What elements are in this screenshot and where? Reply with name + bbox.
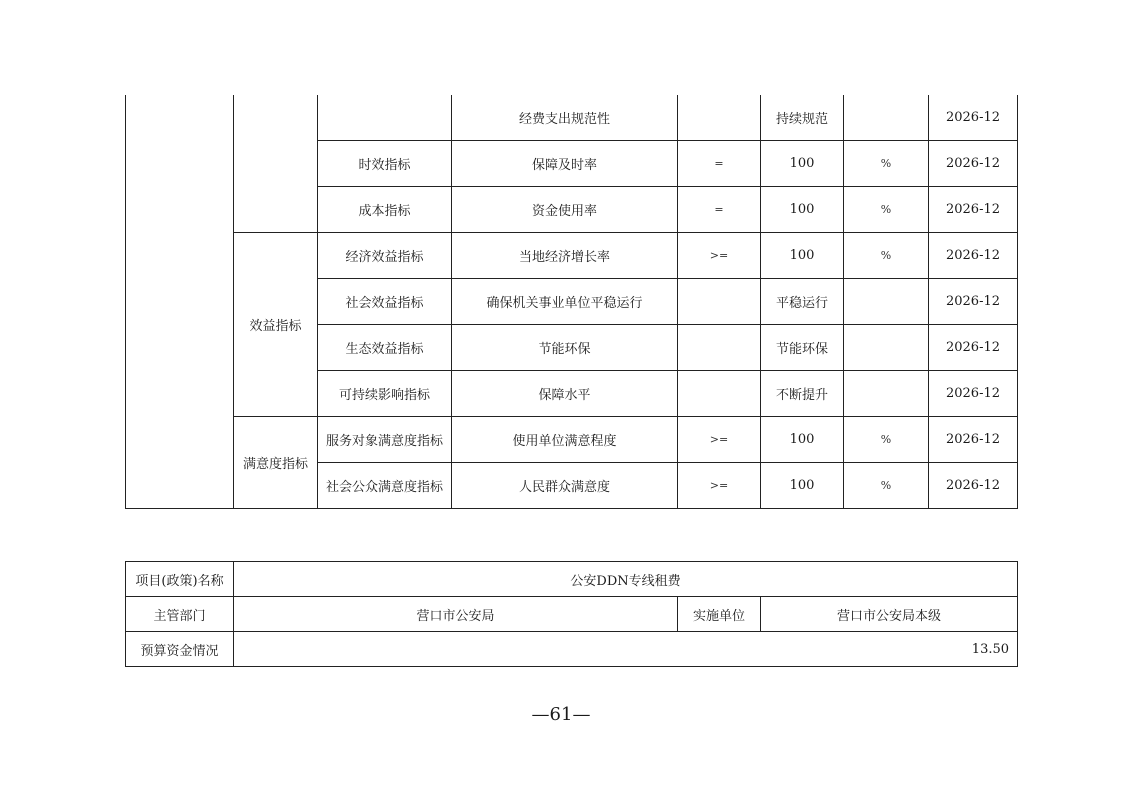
level3-indicator-cell: 节能环保 (452, 325, 678, 371)
unit-cell (844, 95, 929, 141)
target-value-cell: 节能环保 (761, 325, 844, 371)
supervising-dept-value: 营口市公安局 (234, 597, 678, 632)
project-name-label: 项目(政策)名称 (126, 562, 234, 597)
level2-indicator-cell: 社会公众满意度指标 (318, 463, 452, 509)
date-cell: 2026-12 (929, 95, 1018, 141)
level3-indicator-cell: 人民群众满意度 (452, 463, 678, 509)
date-cell: 2026-12 (929, 187, 1018, 233)
budget-value: 13.50 (234, 632, 1018, 667)
unit-cell (844, 279, 929, 325)
date-cell: 2026-12 (929, 233, 1018, 279)
table-row (126, 632, 1018, 667)
target-value-cell: 100 (761, 417, 844, 463)
project-name-value: 公安DDN专线租费 (234, 562, 1018, 597)
date-cell: 2026-12 (929, 279, 1018, 325)
date-cell: 2026-12 (929, 325, 1018, 371)
symbol-cell (678, 371, 761, 417)
table-row (126, 95, 1018, 141)
target-value-cell: 100 (761, 187, 844, 233)
unit-cell: % (844, 187, 929, 233)
level1-indicator-cell (126, 95, 234, 509)
satisfaction-indicator-cell: 满意度指标 (234, 417, 318, 509)
unit-cell: % (844, 417, 929, 463)
table-row (126, 562, 1018, 597)
level2-indicator-cell: 可持续影响指标 (318, 371, 452, 417)
unit-cell (844, 371, 929, 417)
level2-indicator-cell (318, 95, 452, 141)
level3-indicator-cell: 当地经济增长率 (452, 233, 678, 279)
symbol-cell (678, 279, 761, 325)
symbol-cell: >= (678, 417, 761, 463)
symbol-cell (678, 325, 761, 371)
unit-cell: % (844, 463, 929, 509)
date-cell: 2026-12 (929, 371, 1018, 417)
target-value-cell: 持续规范 (761, 95, 844, 141)
implementing-unit-value: 营口市公安局本级 (761, 597, 1018, 632)
benefit-indicator-cell: 效益指标 (234, 233, 318, 417)
date-cell: 2026-12 (929, 463, 1018, 509)
date-cell: 2026-12 (929, 141, 1018, 187)
performance-indicator-table (125, 95, 1018, 509)
unit-cell (844, 325, 929, 371)
implementing-unit-label: 实施单位 (678, 597, 761, 632)
symbol-cell (678, 95, 761, 141)
level3-indicator-cell: 使用单位满意程度 (452, 417, 678, 463)
target-value-cell: 100 (761, 463, 844, 509)
target-value-cell: 100 (761, 141, 844, 187)
unit-cell: % (844, 141, 929, 187)
date-cell: 2026-12 (929, 417, 1018, 463)
level2-indicator-cell: 成本指标 (318, 187, 452, 233)
unit-cell: % (844, 233, 929, 279)
symbol-cell: = (678, 187, 761, 233)
level2-indicator-cell: 服务对象满意度指标 (318, 417, 452, 463)
level3-indicator-cell: 保障水平 (452, 371, 678, 417)
level2-indicator-cell: 经济效益指标 (318, 233, 452, 279)
output-indicator-cell (234, 95, 318, 233)
level3-indicator-cell: 经费支出规范性 (452, 95, 678, 141)
level3-indicator-cell: 确保机关事业单位平稳运行 (452, 279, 678, 325)
target-value-cell: 平稳运行 (761, 279, 844, 325)
project-info-table (125, 561, 1018, 667)
budget-label: 预算资金情况 (126, 632, 234, 667)
level2-indicator-cell: 社会效益指标 (318, 279, 452, 325)
table-row (126, 417, 1018, 463)
symbol-cell: >= (678, 463, 761, 509)
level2-indicator-cell: 生态效益指标 (318, 325, 452, 371)
target-value-cell: 不断提升 (761, 371, 844, 417)
page-number: —61— (531, 704, 591, 725)
table-row (126, 233, 1018, 279)
target-value-cell: 100 (761, 233, 844, 279)
level3-indicator-cell: 保障及时率 (452, 141, 678, 187)
symbol-cell: = (678, 141, 761, 187)
level3-indicator-cell: 资金使用率 (452, 187, 678, 233)
symbol-cell: >= (678, 233, 761, 279)
supervising-dept-label: 主管部门 (126, 597, 234, 632)
table-row (126, 597, 1018, 632)
level2-indicator-cell: 时效指标 (318, 141, 452, 187)
